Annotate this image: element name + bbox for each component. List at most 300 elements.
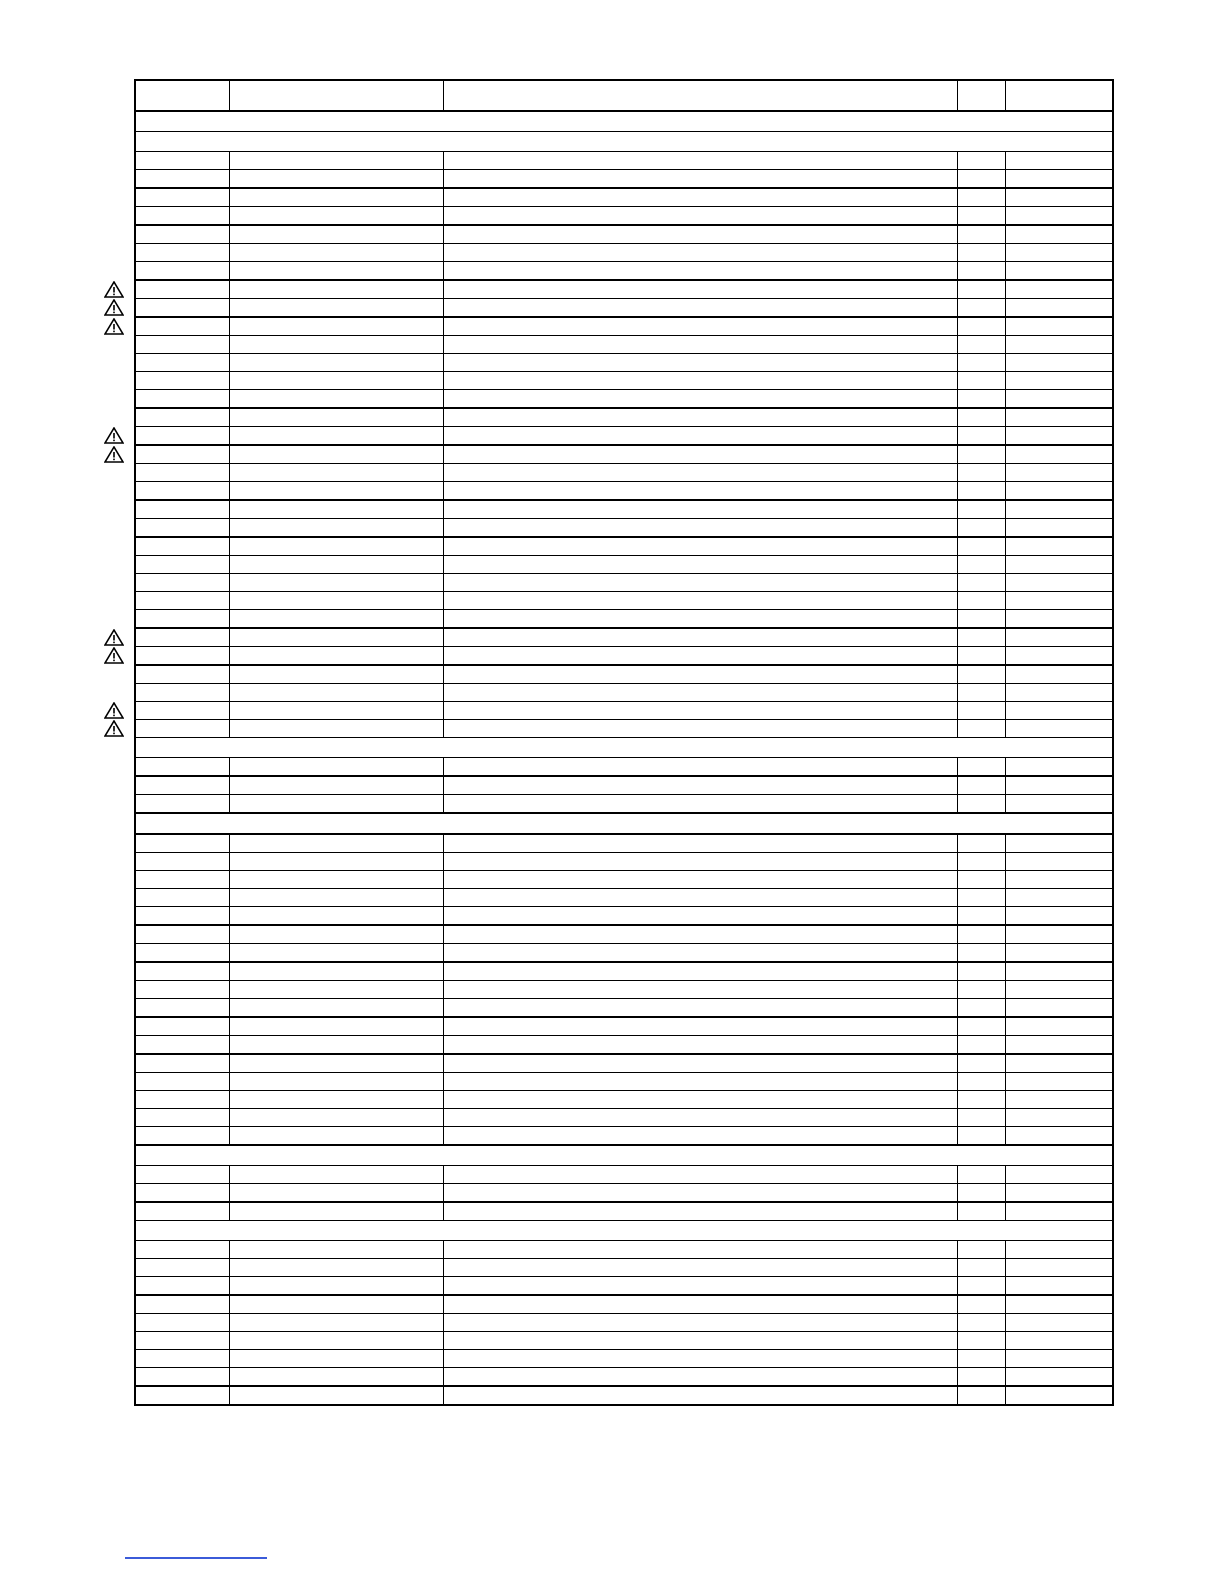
table-cell [1006,1202,1114,1221]
table-cell [1006,1314,1114,1332]
table-cell [1006,665,1114,684]
table-cell [444,445,958,464]
table-cell [135,1109,230,1127]
table-cell [444,464,958,482]
table-cell [958,999,1006,1018]
table-cell [958,336,1006,354]
table-cell [1006,1036,1114,1055]
table-cell [1006,907,1114,926]
table-cell [958,354,1006,372]
table-row [135,628,1113,647]
table-cell [135,207,230,226]
table-cell [958,944,1006,963]
table-cell [1006,1368,1114,1387]
table-cell [230,207,444,226]
table-cell [444,408,958,427]
table-cell [444,981,958,999]
table-cell [230,795,444,814]
table-cell [1006,962,1114,981]
table-cell [1006,280,1114,299]
table-cell [135,574,230,592]
table-cell [444,925,958,944]
table-cell [958,1350,1006,1368]
table-cell [135,170,230,189]
table-cell [1006,592,1114,610]
table-cell [444,853,958,871]
table-cell [230,574,444,592]
table-cell [444,500,958,519]
table-cell [1006,1259,1114,1277]
table-cell [444,1277,958,1296]
table-cell [444,1259,958,1277]
table-cell [444,280,958,299]
table-cell [135,720,230,738]
table-cell [1006,1166,1114,1184]
table-row [135,889,1113,907]
table-cell [444,427,958,446]
table-cell [230,262,444,281]
table-cell [958,427,1006,446]
table-cell [1006,207,1114,226]
table-cell [1006,427,1114,446]
table-cell [230,427,444,446]
table-cell [1006,944,1114,963]
table-cell [1006,1241,1114,1259]
table-row [135,1091,1113,1109]
warning-triangle-icon [104,647,124,664]
table-cell [958,925,1006,944]
table-cell [958,1109,1006,1127]
table-cell [444,354,958,372]
table-cell [230,188,444,207]
table-cell [230,445,444,464]
table-cell [444,1127,958,1146]
table-cell [135,628,230,647]
table-cell [958,907,1006,926]
table-cell [444,871,958,889]
table-cell [958,1332,1006,1350]
table-row [135,372,1113,390]
table-cell [444,336,958,354]
table-cell [230,1332,444,1350]
table-row [135,720,1113,738]
table-cell [1006,464,1114,482]
table-cell [444,610,958,629]
table-cell [958,702,1006,720]
table-cell [958,390,1006,409]
table-cell [444,1036,958,1055]
table-cell [958,1017,1006,1036]
table-cell [230,408,444,427]
table-cell [230,776,444,795]
table-cell [958,1314,1006,1332]
table-cell [958,299,1006,318]
table-row [135,665,1113,684]
table-cell [135,427,230,446]
table-cell [230,317,444,336]
table-row [135,188,1113,207]
table-row [135,408,1113,427]
table-cell [135,1036,230,1055]
table-cell [958,188,1006,207]
table-cell [230,482,444,501]
table-cell [135,1127,230,1146]
table-cell [230,610,444,629]
table-cell [444,1091,958,1109]
table-cell [230,336,444,354]
table-cell [958,500,1006,519]
section-row [135,1221,1113,1241]
table-cell [135,1091,230,1109]
table-row [135,1350,1113,1368]
table-cell [135,1166,230,1184]
table-cell [230,628,444,647]
table-cell [135,1017,230,1036]
table-cell [230,280,444,299]
table-row [135,574,1113,592]
table-cell [230,244,444,262]
table-cell [444,519,958,538]
table-cell [958,519,1006,538]
table-cell [444,944,958,963]
table-cell [135,1386,230,1405]
table-cell [958,1202,1006,1221]
table-cell [444,907,958,926]
table-cell [958,610,1006,629]
table-row [135,1184,1113,1203]
table-row [135,170,1113,189]
table-cell [444,537,958,556]
table-row [135,610,1113,629]
table-cell [230,1259,444,1277]
table-row [135,647,1113,666]
table-row [135,776,1113,795]
table-cell [1006,795,1114,814]
table-cell [444,1184,958,1203]
table-cell [135,592,230,610]
table-row [135,907,1113,926]
table-cell [958,244,1006,262]
table-cell [958,684,1006,702]
table-cell [444,262,958,281]
table-cell [135,152,230,170]
table-cell [444,1350,958,1368]
section-title-cell [135,1145,1113,1166]
table-cell [1006,445,1114,464]
table-row [135,207,1113,226]
table-cell [444,1166,958,1184]
table-cell [230,871,444,889]
table-cell [135,354,230,372]
table-cell [1006,170,1114,189]
table-row [135,1386,1113,1405]
table-cell [444,720,958,738]
table-cell [958,207,1006,226]
section-row [135,813,1113,834]
table-cell [1006,500,1114,519]
table-cell [444,776,958,795]
table-cell [135,834,230,853]
table-cell [958,280,1006,299]
table-cell [135,1350,230,1368]
table-header-row [135,80,1113,111]
table-cell [444,188,958,207]
table-cell [230,925,444,944]
table-cell [1006,537,1114,556]
table-cell [1006,1091,1114,1109]
table-row [135,445,1113,464]
table-cell [958,408,1006,427]
table-cell [958,647,1006,666]
table-cell [1006,628,1114,647]
table-cell [230,152,444,170]
warning-triangle-icon [104,299,124,316]
table-row [135,482,1113,501]
table-cell [444,299,958,318]
table-cell [1006,1386,1114,1405]
table-cell [135,482,230,501]
table-cell [135,188,230,207]
table-row [135,519,1113,538]
column-header-cell [1006,80,1114,111]
table-cell [135,684,230,702]
parts-table [134,79,1114,1406]
table-cell [444,170,958,189]
table-cell [1006,1332,1114,1350]
table-cell [958,317,1006,336]
table-row [135,1241,1113,1259]
table-cell [958,871,1006,889]
table-row [135,1295,1113,1314]
table-cell [1006,1350,1114,1368]
table-cell [1006,188,1114,207]
table-cell [444,889,958,907]
table-cell [230,999,444,1018]
table-cell [1006,390,1114,409]
table-cell [230,758,444,777]
table-cell [444,244,958,262]
table-cell [230,519,444,538]
table-row [135,684,1113,702]
table-cell [135,871,230,889]
table-cell [135,336,230,354]
table-cell [230,1295,444,1314]
table-cell [230,853,444,871]
table-row [135,962,1113,981]
table-cell [958,225,1006,244]
table-cell [1006,519,1114,538]
table-cell [1006,610,1114,629]
table-cell [135,408,230,427]
table-row [135,556,1113,574]
warning-triangle-icon [104,318,124,335]
table-cell [135,556,230,574]
table-row [135,702,1113,720]
table-cell [135,1184,230,1203]
table-cell [958,1368,1006,1387]
table-row [135,152,1113,170]
table-cell [135,665,230,684]
table-cell [135,537,230,556]
table-cell [135,610,230,629]
table-cell [135,317,230,336]
table-cell [230,537,444,556]
table-row [135,280,1113,299]
table-cell [444,556,958,574]
table-cell [1006,225,1114,244]
table-row [135,464,1113,482]
table-row [135,1259,1113,1277]
table-cell [958,1259,1006,1277]
table-cell [444,482,958,501]
table-cell [230,170,444,189]
table-cell [444,1386,958,1405]
table-cell [135,225,230,244]
table-cell [958,1036,1006,1055]
table-cell [230,907,444,926]
table-cell [444,1295,958,1314]
table-cell [958,1295,1006,1314]
table-cell [135,702,230,720]
table-cell [230,1073,444,1091]
table-cell [135,1054,230,1073]
table-cell [958,1127,1006,1146]
table-cell [444,999,958,1018]
section-title-cell [135,132,1113,152]
footer-link-underline[interactable] [125,1557,267,1559]
table-cell [230,1202,444,1221]
table-row [135,1314,1113,1332]
section-row [135,111,1113,132]
section-title-cell [135,813,1113,834]
table-cell [958,170,1006,189]
table-cell [135,1259,230,1277]
table-cell [444,1332,958,1350]
table-cell [1006,262,1114,281]
table-cell [1006,1073,1114,1091]
table-cell [230,665,444,684]
table-cell [230,702,444,720]
table-cell [1006,317,1114,336]
table-cell [958,758,1006,777]
table-cell [444,1109,958,1127]
table-cell [135,776,230,795]
table-cell [230,1241,444,1259]
table-cell [135,1332,230,1350]
table-cell [444,317,958,336]
table-row [135,1202,1113,1221]
table-row [135,427,1113,446]
table-cell [1006,853,1114,871]
table-row [135,1109,1113,1127]
table-cell [135,758,230,777]
table-cell [135,1314,230,1332]
table-cell [444,647,958,666]
table-cell [135,1073,230,1091]
table-cell [444,702,958,720]
table-cell [444,1017,958,1036]
table-cell [958,482,1006,501]
column-header-cell [444,80,958,111]
table-row [135,999,1113,1018]
table-cell [230,1091,444,1109]
table-cell [1006,834,1114,853]
table-cell [1006,889,1114,907]
table-cell [1006,1277,1114,1296]
table-cell [444,1241,958,1259]
table-cell [135,372,230,390]
table-cell [958,720,1006,738]
table-cell [230,556,444,574]
table-row [135,225,1113,244]
table-cell [958,262,1006,281]
table-row [135,500,1113,519]
table-cell [230,1017,444,1036]
table-cell [958,464,1006,482]
table-cell [958,537,1006,556]
table-cell [135,262,230,281]
table-cell [958,152,1006,170]
table-row [135,1166,1113,1184]
table-cell [1006,1017,1114,1036]
table-cell [135,299,230,318]
table-cell [1006,647,1114,666]
table-cell [230,1350,444,1368]
table-cell [958,665,1006,684]
table-cell [135,999,230,1018]
table-cell [958,853,1006,871]
table-cell [958,1091,1006,1109]
table-cell [958,795,1006,814]
table-cell [958,1184,1006,1203]
table-cell [1006,372,1114,390]
table-cell [230,1314,444,1332]
table-cell [1006,354,1114,372]
table-row [135,1277,1113,1296]
table-cell [135,962,230,981]
table-cell [444,225,958,244]
table-cell [958,1241,1006,1259]
table-cell [1006,152,1114,170]
table-cell [135,244,230,262]
table-cell [444,684,958,702]
table-cell [135,390,230,409]
table-cell [230,1036,444,1055]
table-cell [1006,1109,1114,1127]
table-cell [1006,1184,1114,1203]
table-cell [230,684,444,702]
table-cell [444,628,958,647]
table-cell [958,962,1006,981]
table-cell [444,1314,958,1332]
table-cell [135,1295,230,1314]
table-row [135,1073,1113,1091]
table-cell [135,445,230,464]
table-cell [958,981,1006,999]
table-cell [230,962,444,981]
table-cell [1006,408,1114,427]
table-row [135,354,1113,372]
table-row [135,537,1113,556]
table-row [135,1332,1113,1350]
table-cell [135,647,230,666]
table-cell [230,889,444,907]
table-row [135,981,1113,999]
table-cell [230,1368,444,1387]
table-cell [958,1073,1006,1091]
table-cell [135,907,230,926]
section-title-cell [135,738,1113,758]
